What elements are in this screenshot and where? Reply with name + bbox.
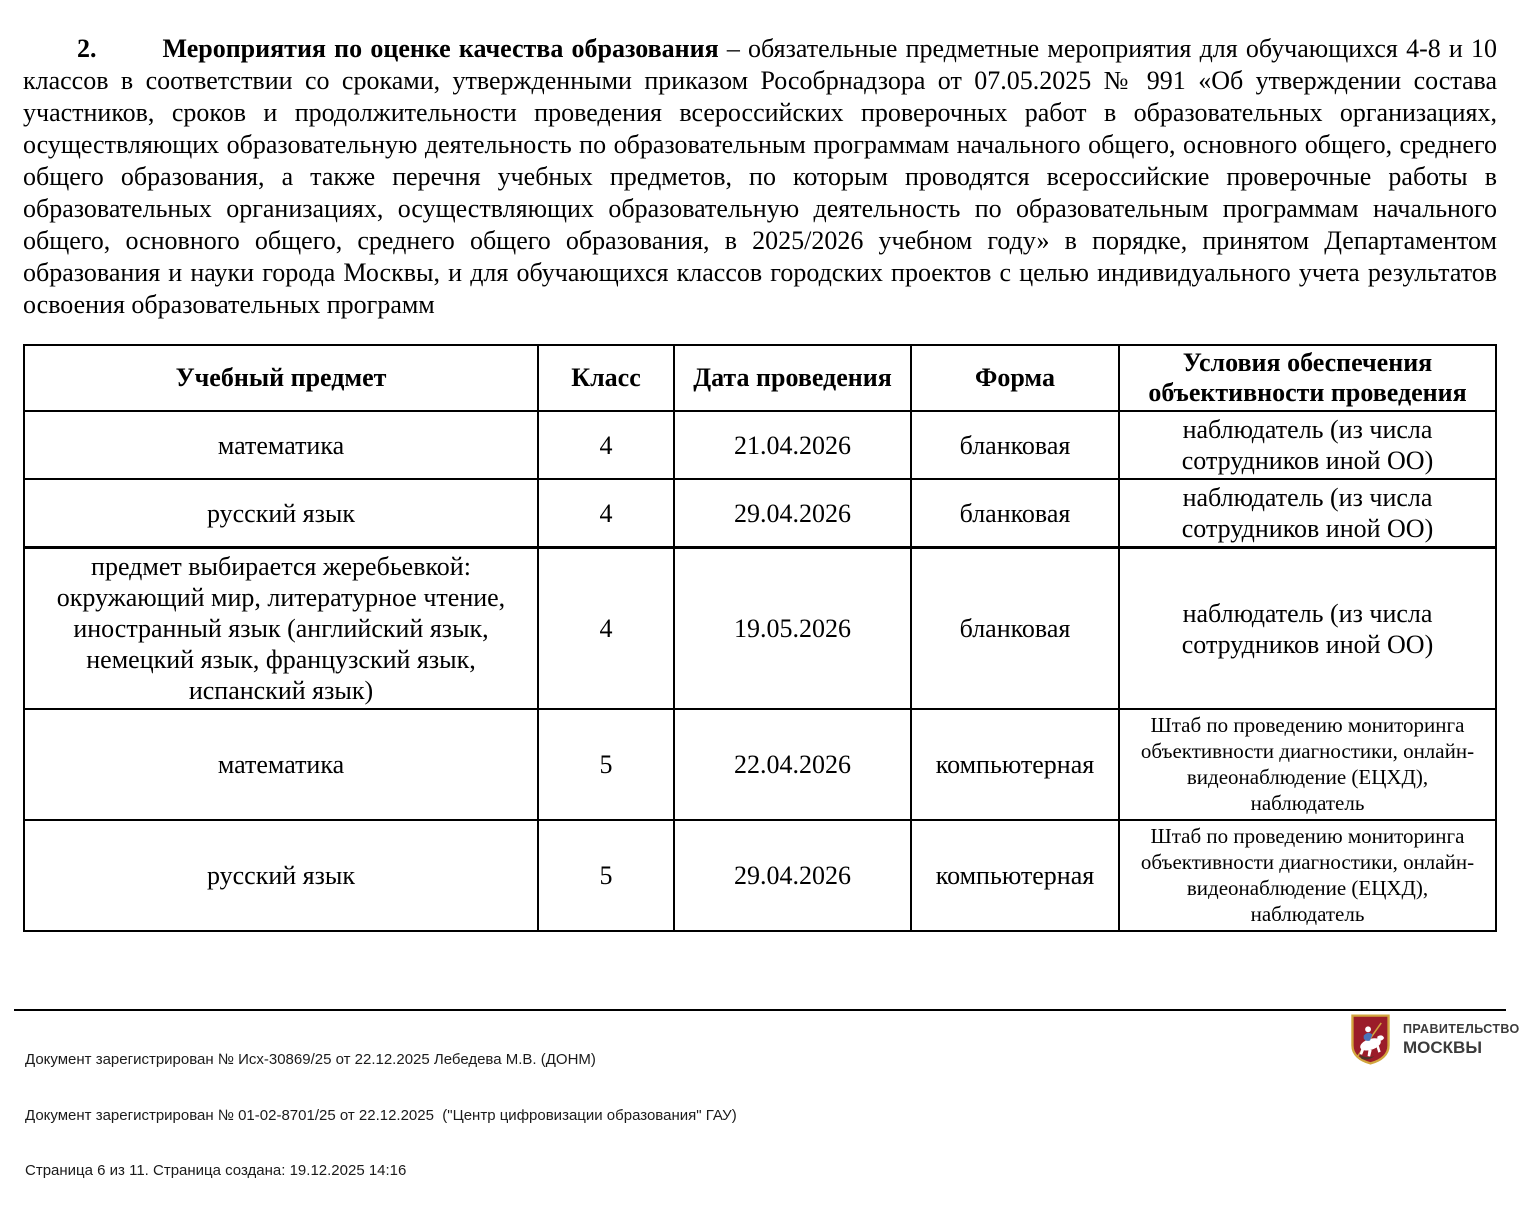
header-form: Форма (911, 345, 1119, 411)
table-row (24, 411, 1496, 479)
cell-conditions: наблюдатель (из числа сотрудников иной ОО) (1119, 411, 1496, 479)
cell-form: бланковая (911, 479, 1119, 548)
cell-conditions (1119, 820, 1496, 931)
table-row (24, 820, 1496, 931)
footer-divider (14, 1009, 1506, 1011)
header-conditions: Условия обеспечения объективности проведения (1119, 345, 1496, 411)
cell-grade: 4 (538, 411, 674, 479)
cell-subject: русский язык (24, 820, 538, 931)
cell-subject: предмет выбирается жеребьевкой: окружающий мир, литературное чтение, иностранный язык (английский язык, немецкий язык, французский язык, испанский язык) (24, 548, 538, 710)
cell-form: бланковая (911, 411, 1119, 479)
header-subject: Учебный предмет (24, 345, 538, 411)
cell-form: компьютерная (911, 820, 1119, 931)
logo-text (1403, 1021, 1520, 1058)
cell-grade: 5 (538, 709, 674, 820)
logo-text-line-1: ПРАВИТЕЛЬСТВО (1403, 1022, 1520, 1036)
cell-grade: 4 (538, 548, 674, 710)
paragraph-title: Мероприятия по оценке качества образования (162, 34, 719, 63)
header-grade: Класс (538, 345, 674, 411)
cell-date: 22.04.2026 (674, 709, 911, 820)
footer-registration-line-2: Документ зарегистрирован № 01-02-8701/25 от 22.12.2025 ("Центр цифровизации образования" ГАУ) (25, 1106, 737, 1124)
table-row (24, 709, 1496, 820)
paragraph-body: – обязательные предметные мероприятия для обучающихся 4-8 и 10 классов в соответствии со сроками, утвержденными приказом Рособрнадзора от 07.05.2025 № 991 «Об утверждении состава участников, сроков и продолжительности проведения всероссийских проверочных работ в образовательных организациях, осуществляющих образовательную деятельность по образовательным программам начального общего, основного общего, среднего общего образования, а также перечня учебных предметов, по которым проводятся всероссийские проверочные работы в образовательных организациях, осуществляющих образовательную деятельность по образовательным программам начального общего, основного общего, среднего общего образования, в 2025/2026 учебном году» в порядке, принятом Департаментом образования и науки города Москвы, и для обучающихся классов городских проектов с целью индивидуального учета результатов освоения образовательных программ (23, 34, 1498, 319)
footer-page-info-line: Страница 6 из 11. Страница создана: 19.12.2025 14:16 (25, 1162, 407, 1179)
cell-conditions (1119, 709, 1496, 820)
logo-text-line-2: МОСКВЫ (1403, 1038, 1482, 1057)
cell-date: 21.04.2026 (674, 411, 911, 479)
moscow-government-logo (1351, 1014, 1520, 1065)
header-date: Дата проведения (674, 345, 911, 411)
cell-form: бланковая (911, 548, 1119, 710)
cell-subject: математика (24, 411, 538, 479)
cell-form: компьютерная (911, 709, 1119, 820)
table-row (24, 548, 1496, 710)
cell-subject: русский язык (24, 479, 538, 548)
table-row (24, 479, 1496, 548)
cell-date: 29.04.2026 (674, 479, 911, 548)
cell-date: 29.04.2026 (674, 820, 911, 931)
cell-conditions: наблюдатель (из числа сотрудников иной ОО) (1119, 548, 1496, 710)
footer-registration-block (25, 1014, 737, 1218)
paragraph-section-2 (23, 33, 1497, 321)
cell-conditions-text: Штаб по проведению мониторинга объективности диагностики, онлайн-видеонаблюдение (ЕЦХД), наблюдатель (1140, 824, 1475, 926)
assessment-schedule-table (23, 344, 1497, 932)
moscow-coat-of-arms-icon (1351, 1014, 1390, 1065)
cell-subject: математика (24, 709, 538, 820)
cell-grade: 4 (538, 479, 674, 548)
cell-conditions: наблюдатель (из числа сотрудников иной ОО) (1119, 479, 1496, 548)
cell-conditions-text: Штаб по проведению мониторинга объективности диагностики, онлайн-видеонаблюдение (ЕЦХД), наблюдатель (1140, 713, 1475, 815)
cell-date: 19.05.2026 (674, 548, 911, 710)
paragraph-number: 2. (77, 34, 97, 63)
cell-grade: 5 (538, 820, 674, 931)
table-header-row (24, 345, 1496, 411)
footer-registration-line-1: Документ зарегистрирован № Исх-30869/25 от 22.12.2025 Лебедева М.В. (ДОНМ) (25, 1051, 596, 1068)
